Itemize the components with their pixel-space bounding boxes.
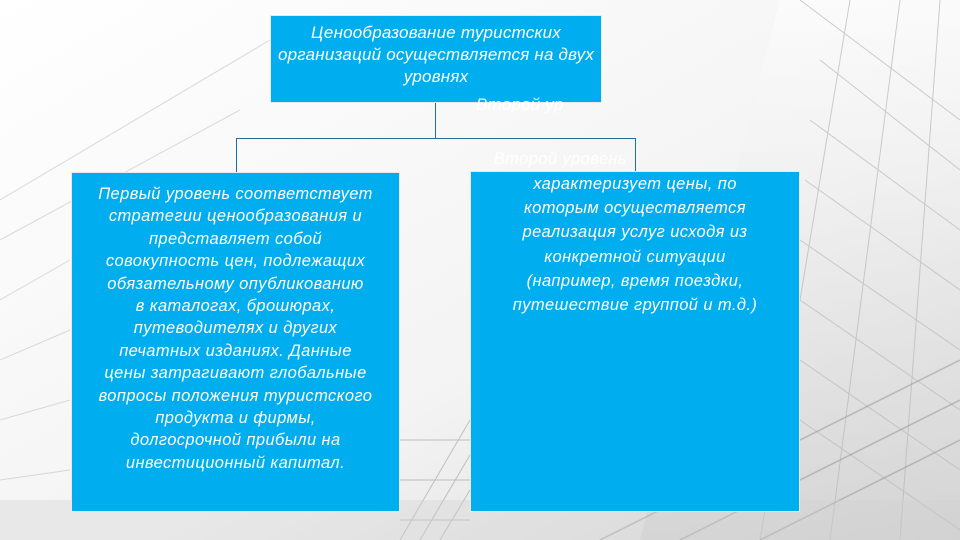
right-node-line: реализация услуг исходя из (522, 223, 748, 242)
connector-horizontal (236, 138, 636, 139)
left-node-line: совокупность цен, подлежащих (105, 252, 366, 271)
left-node-line: печатных изданиях. Данные (119, 341, 352, 360)
left-node-line: представляет собой (148, 229, 323, 248)
first-level-node (72, 173, 399, 511)
left-node-line: в каталогах, брошюрах, (135, 297, 336, 316)
left-node-line: продукта и фирмы, (155, 409, 316, 428)
right-node-line: путешествие группой и т.д.) (512, 296, 758, 315)
left-node-line: стратегии ценообразования и (108, 207, 363, 226)
left-node-line: цены затрагивают глобальные (104, 364, 367, 383)
second-level-node (471, 150, 799, 511)
root-node (271, 16, 601, 114)
root-node-overlap-text: Второй ур (476, 95, 564, 114)
left-node-line: обязательному опубликованию (107, 274, 364, 293)
left-node-line: вопросы положения туристского (98, 386, 373, 405)
connector-vertical-root (435, 102, 436, 139)
right-node-line: конкретной ситуации (544, 247, 726, 266)
left-node-line: инвестиционный капитал. (125, 453, 346, 472)
left-node-line: Первый уровень соответствует (98, 185, 373, 203)
right-node-line: которым осуществляется (523, 199, 747, 218)
left-node-line: долгосрочной прибыли на (130, 431, 341, 450)
root-node-text: Ценообразование туристских организаций осуществляется на двух уровнях (277, 23, 595, 86)
right-node-line: (например, время поездки, (526, 271, 744, 290)
second-level-clipped-heading: Второй уровень (493, 150, 627, 168)
left-node-line: путеводителях и других (133, 319, 338, 338)
connector-left-branch (236, 138, 237, 173)
right-node-line: характеризует цены, по (533, 175, 737, 193)
